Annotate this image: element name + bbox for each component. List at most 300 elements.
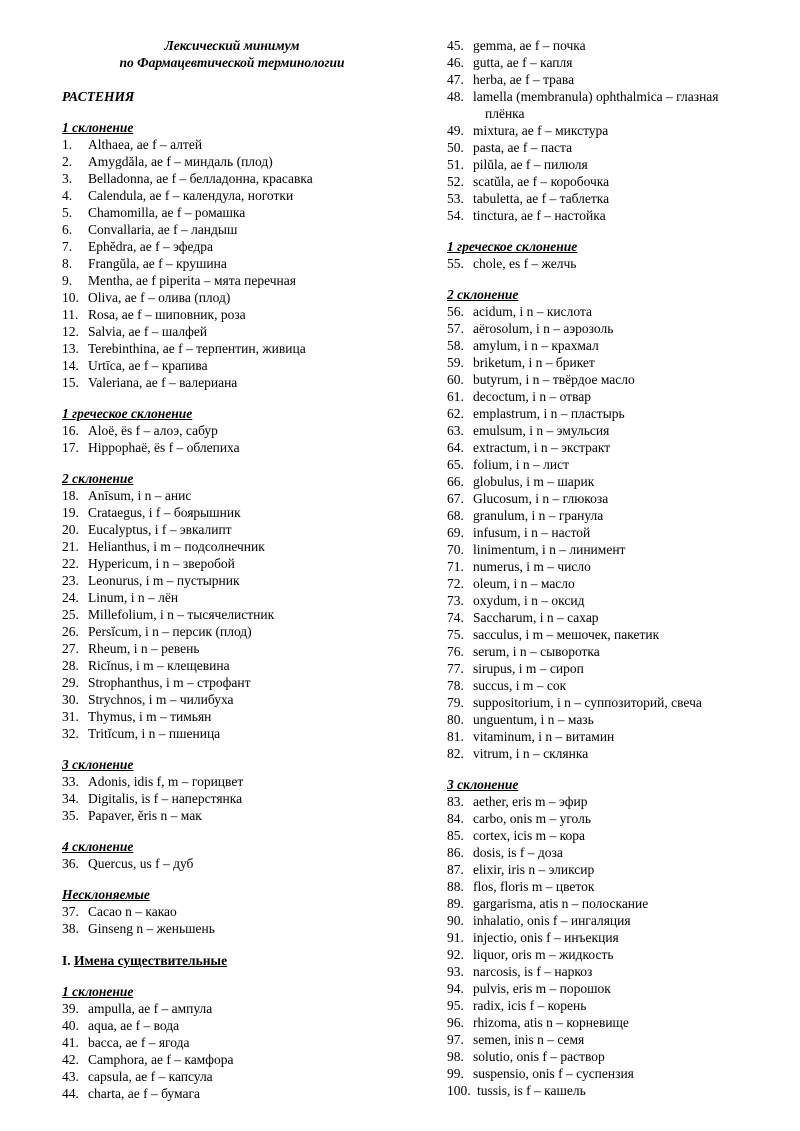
list-item xyxy=(447,694,787,711)
item-number: 42. xyxy=(62,1052,79,1067)
list-item xyxy=(62,323,432,340)
declension-group xyxy=(62,838,432,872)
item-text: sirupus, i m – сироп xyxy=(473,661,584,676)
item-number: 10. xyxy=(62,290,79,305)
item-number: 84. xyxy=(447,811,464,826)
item-number: 73. xyxy=(447,593,464,608)
item-number: 32. xyxy=(62,726,79,741)
item-text: Camphora, ae f – камфора xyxy=(88,1052,234,1067)
item-text: oleum, i n – масло xyxy=(473,576,575,591)
list-item xyxy=(62,204,432,221)
item-number: 20. xyxy=(62,522,79,537)
list-item xyxy=(62,439,432,456)
declension-heading: 1 склонение xyxy=(62,984,134,999)
declension-heading: 1 склонение xyxy=(62,120,134,135)
item-number: 65. xyxy=(447,457,464,472)
item-text: suspensio, onis f – суспензия xyxy=(473,1066,634,1081)
item-text: Belladonna, ae f – белладонна, красавка xyxy=(88,171,313,186)
list-item xyxy=(62,272,432,289)
item-text: Strychnos, i m – чилибуха xyxy=(88,692,234,707)
item-number: 43. xyxy=(62,1069,79,1084)
item-text: pasta, ae f – паста xyxy=(473,140,573,155)
item-text: suppositorium, i n – суппозиторий, свеча xyxy=(473,695,702,710)
item-number: 17. xyxy=(62,440,79,455)
list-item xyxy=(447,173,787,190)
item-number: 86. xyxy=(447,845,464,860)
item-text: Valeriana, ae f – валериана xyxy=(88,375,238,390)
item-text-continuation: плёнка xyxy=(485,106,525,121)
declension-heading: 1 греческое склонение xyxy=(447,239,578,254)
declension-group xyxy=(62,405,432,456)
item-number: 11. xyxy=(62,307,79,322)
list-item xyxy=(62,903,432,920)
item-number: 82. xyxy=(447,746,464,761)
item-number: 79. xyxy=(447,695,464,710)
item-number: 59. xyxy=(447,355,464,370)
list-item xyxy=(447,793,787,810)
item-number: 8. xyxy=(62,256,73,271)
item-number: 51. xyxy=(447,157,464,172)
item-number: 35. xyxy=(62,808,79,823)
item-text: amylum, i n – крахмал xyxy=(473,338,599,353)
item-number: 33. xyxy=(62,774,79,789)
section-plants-title: РАСТЕНИЯ xyxy=(62,89,135,104)
item-text: Anīsum, i n – анис xyxy=(88,488,192,503)
item-text: Linum, i n – лён xyxy=(88,590,179,605)
list-item xyxy=(62,725,432,742)
list-item xyxy=(447,810,787,827)
item-number: 2. xyxy=(62,154,73,169)
list-item xyxy=(447,422,787,439)
item-text: tabuletta, ae f – таблетка xyxy=(473,191,610,206)
item-text: Convallaria, ae f – ландыш xyxy=(88,222,238,237)
item-text: Leonurus, i m – пустырник xyxy=(88,573,240,588)
declension-heading: 4 склонение xyxy=(62,839,134,854)
item-text: dosis, is f – доза xyxy=(473,845,563,860)
item-number: 12. xyxy=(62,324,79,339)
item-text: capsula, ae f – капсула xyxy=(88,1069,213,1084)
item-number: 63. xyxy=(447,423,464,438)
item-text: rhizoma, atis n – корневище xyxy=(473,1015,629,1030)
list-item xyxy=(62,790,432,807)
item-number: 87. xyxy=(447,862,464,877)
item-text: vitrum, i n – склянка xyxy=(473,746,589,761)
declension-group xyxy=(447,776,787,1099)
item-number: 36. xyxy=(62,856,79,871)
left-column xyxy=(62,37,432,1102)
item-text: Papaver, ĕris n – мак xyxy=(88,808,202,823)
list-item xyxy=(62,289,432,306)
item-text: pulvis, eris m – порошок xyxy=(473,981,611,996)
item-text: Ginseng n – женьшень xyxy=(88,921,215,936)
list-item xyxy=(447,156,787,173)
declension-group xyxy=(62,119,432,391)
list-item xyxy=(62,555,432,572)
list-item xyxy=(62,357,432,374)
item-text: Aloë, ës f – алоэ, сабур xyxy=(88,423,218,438)
item-number: 29. xyxy=(62,675,79,690)
item-text: Ricĭnus, i m – клещевина xyxy=(88,658,230,673)
item-text: Saccharum, i n – сахар xyxy=(473,610,599,625)
list-item xyxy=(62,221,432,238)
item-text: solutio, onis f – раствор xyxy=(473,1049,605,1064)
item-number: 85. xyxy=(447,828,464,843)
item-number: 64. xyxy=(447,440,464,455)
item-text: vitaminum, i n – витамин xyxy=(473,729,615,744)
item-text: semen, inis n – семя xyxy=(473,1032,585,1047)
list-item xyxy=(447,88,787,122)
list-item xyxy=(447,1065,787,1082)
item-text: liquor, oris m – жидкость xyxy=(473,947,614,962)
item-number: 74. xyxy=(447,610,464,625)
item-text: cortex, icis m – кора xyxy=(473,828,585,843)
item-text: emulsum, i n – эмульсия xyxy=(473,423,610,438)
section-nouns-title xyxy=(62,952,432,969)
item-text: lamella (membranula) ophthalmica – глазная xyxy=(473,89,719,104)
item-text: emplastrum, i n – пластырь xyxy=(473,406,625,421)
item-number: 21. xyxy=(62,539,79,554)
item-number: 97. xyxy=(447,1032,464,1047)
list-item xyxy=(447,1082,787,1099)
item-text: Rosa, ae f – шиповник, роза xyxy=(88,307,246,322)
item-number: 61. xyxy=(447,389,464,404)
item-number: 16. xyxy=(62,423,79,438)
declension-group xyxy=(447,238,787,272)
item-number: 69. xyxy=(447,525,464,540)
list-item xyxy=(447,207,787,224)
item-number: 90. xyxy=(447,913,464,928)
item-text: scatŭla, ae f – коробочка xyxy=(473,174,610,189)
list-item xyxy=(62,374,432,391)
list-item xyxy=(447,997,787,1014)
item-text: gutta, ae f – капля xyxy=(473,55,573,70)
item-number: 66. xyxy=(447,474,464,489)
item-number: 37. xyxy=(62,904,79,919)
item-number: 52. xyxy=(447,174,464,189)
list-item xyxy=(447,643,787,660)
list-item xyxy=(62,340,432,357)
item-number: 48. xyxy=(447,89,464,104)
item-text: Amygdăla, ae f – миндаль (плод) xyxy=(88,154,273,169)
list-item xyxy=(62,920,432,937)
item-number: 60. xyxy=(447,372,464,387)
item-text: Adonis, idis f, m – горицвет xyxy=(88,774,244,789)
document-title-line1: Лексический минимум xyxy=(164,38,300,53)
item-number: 83. xyxy=(447,794,464,809)
item-number: 93. xyxy=(447,964,464,979)
item-number: 13. xyxy=(62,341,79,356)
item-number: 50. xyxy=(447,140,464,155)
item-text: Quercus, us f – дуб xyxy=(88,856,194,871)
item-number: 27. xyxy=(62,641,79,656)
list-item xyxy=(62,674,432,691)
list-item xyxy=(62,657,432,674)
item-number: 92. xyxy=(447,947,464,962)
item-number: 89. xyxy=(447,896,464,911)
item-text: carbo, onis m – уголь xyxy=(473,811,592,826)
declension-heading: 2 склонение xyxy=(62,471,134,486)
list-item xyxy=(447,354,787,371)
item-text: Althaea, ae f – алтей xyxy=(88,137,203,152)
list-item xyxy=(447,827,787,844)
list-item xyxy=(62,306,432,323)
item-number: 99. xyxy=(447,1066,464,1081)
item-text: gemma, ae f – почка xyxy=(473,38,586,53)
document-title-line2: по Фармацевтической терминологии xyxy=(119,55,345,70)
list-item xyxy=(447,541,787,558)
list-item xyxy=(447,190,787,207)
list-item xyxy=(447,711,787,728)
item-text: Oliva, ae f – олива (плод) xyxy=(88,290,231,305)
item-number: 4. xyxy=(62,188,73,203)
item-text: Rheum, i n – ревень xyxy=(88,641,200,656)
item-number: 62. xyxy=(447,406,464,421)
item-text: linimentum, i n – линимент xyxy=(473,542,626,557)
list-item xyxy=(447,980,787,997)
item-text: Digitalis, is f – наперстянка xyxy=(88,791,243,806)
item-text: Chamomilla, ae f – ромашка xyxy=(88,205,246,220)
item-text: unguentum, i n – мазь xyxy=(473,712,594,727)
item-text: tinctura, ae f – настойка xyxy=(473,208,606,223)
item-text: inhalatio, onis f – ингаляция xyxy=(473,913,631,928)
list-item xyxy=(62,422,432,439)
item-number: 100. xyxy=(447,1083,471,1098)
declension-heading: 3 склонение xyxy=(62,757,134,772)
item-text: mixtura, ae f – микстура xyxy=(473,123,609,138)
item-number: 76. xyxy=(447,644,464,659)
item-text: sacculus, i m – мешочек, пакетик xyxy=(473,627,660,642)
item-number: 19. xyxy=(62,505,79,520)
item-number: 57. xyxy=(447,321,464,336)
list-item xyxy=(447,439,787,456)
item-number: 75. xyxy=(447,627,464,642)
item-text: Crataegus, i f – боярышник xyxy=(88,505,241,520)
item-number: 28. xyxy=(62,658,79,673)
item-text: Cacao n – какао xyxy=(88,904,177,919)
list-item xyxy=(62,136,432,153)
item-text: Ephĕdra, ae f – эфедра xyxy=(88,239,213,254)
list-item xyxy=(62,773,432,790)
list-item xyxy=(62,538,432,555)
list-item xyxy=(62,238,432,255)
item-number: 9. xyxy=(62,273,73,288)
plants-list xyxy=(62,119,432,937)
item-number: 30. xyxy=(62,692,79,707)
section-nouns-prefix: I. xyxy=(62,953,71,968)
list-item xyxy=(447,71,787,88)
list-item xyxy=(447,139,787,156)
list-item xyxy=(447,861,787,878)
item-text: Salvia, ae f – шалфей xyxy=(88,324,208,339)
item-text: Urtīca, ae f – крапива xyxy=(88,358,208,373)
list-item xyxy=(62,1068,432,1085)
item-number: 5. xyxy=(62,205,73,220)
declension-heading: 2 склонение xyxy=(447,287,519,302)
list-item xyxy=(447,1031,787,1048)
list-item xyxy=(62,487,432,504)
item-text: ampulla, ae f – ампула xyxy=(88,1001,213,1016)
item-number: 54. xyxy=(447,208,464,223)
item-number: 78. xyxy=(447,678,464,693)
list-item xyxy=(447,405,787,422)
item-number: 31. xyxy=(62,709,79,724)
item-text: bacca, ae f – ягода xyxy=(88,1035,190,1050)
item-text: Strophanthus, i m – строфант xyxy=(88,675,251,690)
list-item xyxy=(447,524,787,541)
list-item xyxy=(447,507,787,524)
item-text: Persĭcum, i n – персик (плод) xyxy=(88,624,252,639)
list-item xyxy=(62,572,432,589)
item-number: 96. xyxy=(447,1015,464,1030)
item-text: flos, floris m – цветок xyxy=(473,879,595,894)
list-item xyxy=(447,1048,787,1065)
declension-group xyxy=(62,470,432,742)
item-text: tussis, is f – кашель xyxy=(477,1083,586,1098)
list-item xyxy=(62,504,432,521)
item-number: 58. xyxy=(447,338,464,353)
item-text: injectio, onis f – инъекция xyxy=(473,930,619,945)
section-nouns-label: Имена существительные xyxy=(74,953,228,968)
item-number: 55. xyxy=(447,256,464,271)
declension-group xyxy=(62,886,432,937)
item-text: elixir, iris n – эликсир xyxy=(473,862,595,877)
list-item xyxy=(62,1000,432,1017)
item-number: 25. xyxy=(62,607,79,622)
item-number: 53. xyxy=(447,191,464,206)
item-text: Millefolium, i n – тысячелистник xyxy=(88,607,275,622)
item-text: decoctum, i n – отвар xyxy=(473,389,592,404)
list-item xyxy=(447,1014,787,1031)
nouns-left-list xyxy=(62,983,432,1102)
item-text: radix, icis f – корень xyxy=(473,998,587,1013)
item-text: gargarisma, atis n – полоскание xyxy=(473,896,649,911)
item-text: Calendula, ae f – календула, ноготки xyxy=(88,188,294,203)
list-item xyxy=(62,1034,432,1051)
item-number: 94. xyxy=(447,981,464,996)
item-number: 88. xyxy=(447,879,464,894)
item-text: numerus, i m – число xyxy=(473,559,591,574)
list-item xyxy=(62,1051,432,1068)
item-number: 91. xyxy=(447,930,464,945)
list-item xyxy=(62,153,432,170)
list-item xyxy=(447,337,787,354)
list-item xyxy=(447,592,787,609)
item-number: 15. xyxy=(62,375,79,390)
list-item xyxy=(447,929,787,946)
item-text: Mentha, ae f piperita – мята перечная xyxy=(88,273,296,288)
list-item xyxy=(62,255,432,272)
item-text: Hippophaë, ës f – облепиха xyxy=(88,440,240,455)
list-item xyxy=(447,54,787,71)
item-number: 71. xyxy=(447,559,464,574)
item-text: succus, i m – сок xyxy=(473,678,567,693)
nouns-section xyxy=(62,952,432,969)
item-number: 41. xyxy=(62,1035,79,1050)
item-number: 39. xyxy=(62,1001,79,1016)
item-number: 3. xyxy=(62,171,73,186)
nouns-right-list xyxy=(447,238,787,1099)
item-number: 67. xyxy=(447,491,464,506)
item-number: 38. xyxy=(62,921,79,936)
item-number: 7. xyxy=(62,239,73,254)
item-number: 14. xyxy=(62,358,79,373)
list-item xyxy=(447,122,787,139)
item-number: 81. xyxy=(447,729,464,744)
list-item xyxy=(447,912,787,929)
list-item xyxy=(447,456,787,473)
nouns-right-top-list xyxy=(447,37,787,224)
list-item xyxy=(62,708,432,725)
item-number: 40. xyxy=(62,1018,79,1033)
list-item xyxy=(447,388,787,405)
list-item xyxy=(62,623,432,640)
item-text: Frangŭla, ae f – крушина xyxy=(88,256,227,271)
list-item xyxy=(447,255,787,272)
list-item xyxy=(447,660,787,677)
list-item xyxy=(447,677,787,694)
list-item xyxy=(447,558,787,575)
list-item xyxy=(62,170,432,187)
item-text: Terebinthina, ae f – терпентин, живица xyxy=(88,341,306,356)
item-text: narcosis, is f – наркоз xyxy=(473,964,593,979)
item-text: granulum, i n – гранула xyxy=(473,508,604,523)
list-item xyxy=(62,807,432,824)
list-item xyxy=(62,521,432,538)
item-text: globulus, i m – шарик xyxy=(473,474,595,489)
list-item xyxy=(447,946,787,963)
item-text: briketum, i n – брикет xyxy=(473,355,595,370)
item-number: 49. xyxy=(447,123,464,138)
item-text: aqua, ae f – вода xyxy=(88,1018,180,1033)
item-number: 80. xyxy=(447,712,464,727)
item-text: extractum, i n – экстракт xyxy=(473,440,611,455)
list-item xyxy=(447,728,787,745)
list-item xyxy=(447,844,787,861)
list-item xyxy=(447,303,787,320)
declension-group xyxy=(447,286,787,762)
item-text: Tritĭcum, i n – пшеница xyxy=(88,726,221,741)
item-number: 95. xyxy=(447,998,464,1013)
item-number: 98. xyxy=(447,1049,464,1064)
item-number: 1. xyxy=(62,137,73,152)
item-text: acidum, i n – кислота xyxy=(473,304,593,319)
item-text: charta, ae f – бумага xyxy=(88,1086,200,1101)
list-item xyxy=(447,895,787,912)
list-item xyxy=(62,640,432,657)
item-number: 45. xyxy=(447,38,464,53)
item-text: oxydum, i n – оксид xyxy=(473,593,585,608)
item-number: 70. xyxy=(447,542,464,557)
item-text: pilŭla, ae f – пилюля xyxy=(473,157,588,172)
item-number: 56. xyxy=(447,304,464,319)
declension-group xyxy=(62,756,432,824)
item-text: Helianthus, i m – подсолнечник xyxy=(88,539,265,554)
right-column xyxy=(447,37,787,1099)
item-number: 22. xyxy=(62,556,79,571)
list-item xyxy=(447,37,787,54)
item-text: butyrum, i n – твёрдое масло xyxy=(473,372,635,387)
item-text: herba, ae f – трава xyxy=(473,72,575,87)
item-text: infusum, i n – настой xyxy=(473,525,591,540)
item-text: Hypericum, i n – зверобой xyxy=(88,556,235,571)
item-number: 44. xyxy=(62,1086,79,1101)
item-number: 6. xyxy=(62,222,73,237)
list-item xyxy=(447,626,787,643)
item-text: serum, i n – сыворотка xyxy=(473,644,600,659)
declension-heading: Несклоняемые xyxy=(62,887,150,902)
item-text: aërosolum, i n – аэрозоль xyxy=(473,321,614,336)
list-item xyxy=(447,575,787,592)
